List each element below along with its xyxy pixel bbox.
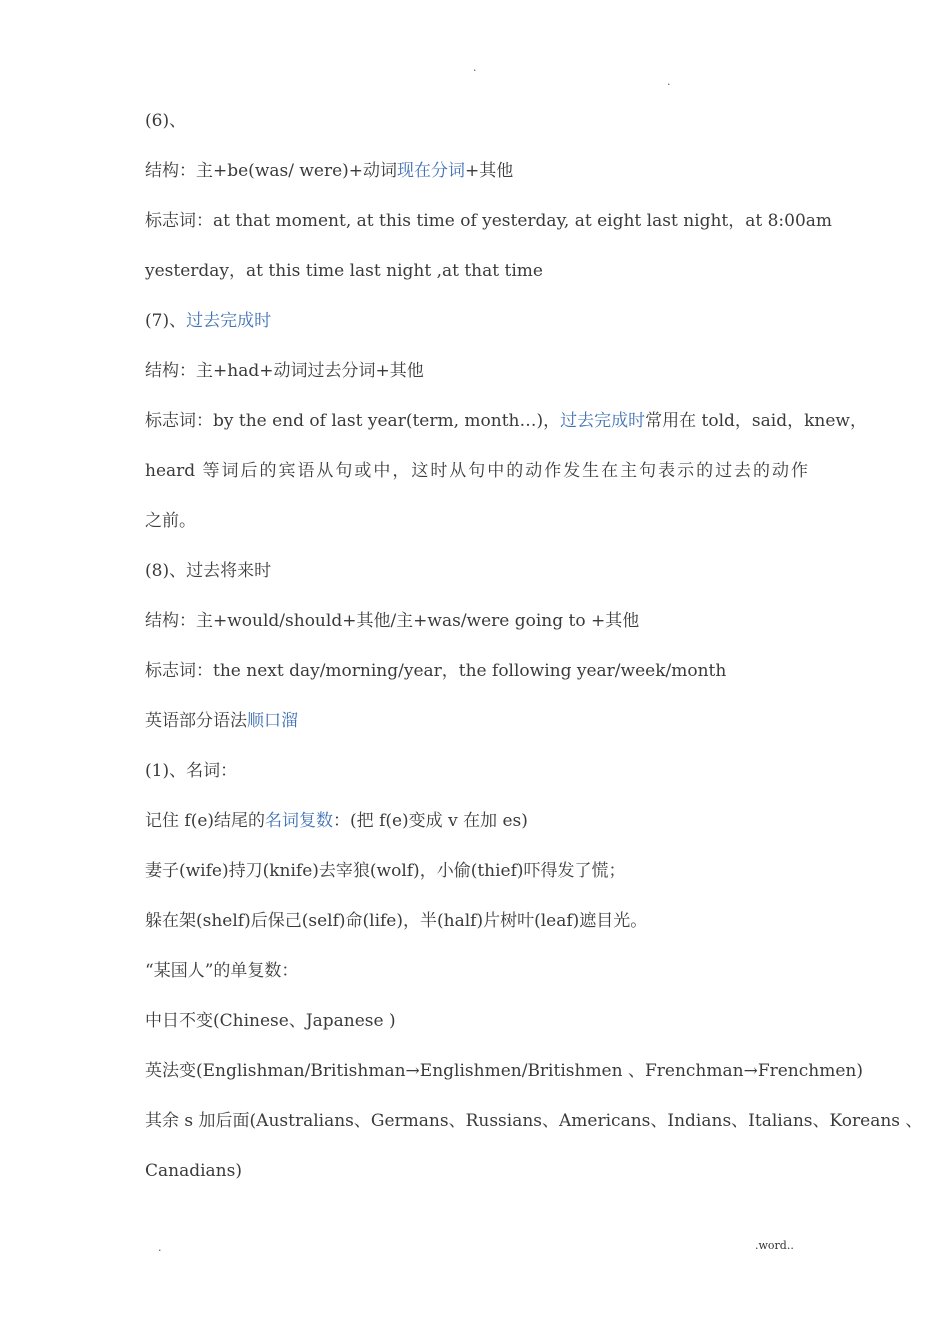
text-line bbox=[145, 610, 808, 632]
text-line bbox=[145, 560, 808, 582]
text-run: (6)、 bbox=[145, 111, 187, 131]
text-line bbox=[145, 110, 808, 132]
text-run: 其余 s 加后面(Australians、Germans、Russians、Americans、Indians、Italians、Koreans 、 bbox=[145, 1111, 923, 1131]
text-run: 妻子(wife)持刀(knife)去宰狼(wolf)，小偷(thief)吓得发了慌； bbox=[145, 861, 626, 881]
text-run: 标志词：by the end of last year(term, month…)， bbox=[145, 411, 561, 431]
text-run: 英法变(Englishman/Britishman→Englishmen/Britishmen 、Frenchman→Frenchmen) bbox=[145, 1061, 863, 1081]
text-line bbox=[145, 1060, 863, 1082]
text-line bbox=[145, 760, 808, 782]
text-run: 躲在架(shelf)后保己(self)命(life)，半(half)片树叶(leaf)遮目光。 bbox=[145, 911, 648, 931]
text-run: (1)、名词： bbox=[145, 761, 238, 781]
text-line bbox=[145, 910, 808, 932]
text-run: “某国人”的单复数： bbox=[145, 961, 299, 981]
text-run: (8)、过去将来时 bbox=[145, 561, 272, 581]
text-line bbox=[145, 460, 808, 482]
text-line bbox=[145, 710, 808, 732]
text-run: 结构：主+would/should+其他/主+was/were going to +其他 bbox=[145, 611, 640, 631]
text-line bbox=[145, 260, 808, 282]
text-line bbox=[145, 960, 808, 982]
text-run: 常用在 told，said，knew， bbox=[645, 411, 867, 431]
highlighted-term: 顺口溜 bbox=[247, 711, 298, 731]
text-line bbox=[145, 1110, 923, 1132]
text-run: yesterday，at this time last night ,at that time bbox=[145, 261, 543, 281]
text-run: 中日不变(Chinese、Japanese ) bbox=[145, 1011, 396, 1031]
text-line bbox=[145, 410, 867, 432]
text-run: 记住 f(e)结尾的 bbox=[145, 811, 266, 831]
text-run: Canadians) bbox=[145, 1161, 242, 1181]
text-line bbox=[145, 1160, 808, 1182]
footer-label: .word.. bbox=[755, 1239, 794, 1252]
text-run: +其他 bbox=[465, 161, 514, 181]
text-run: 结构：主+be(was/ were)+动词 bbox=[145, 161, 398, 181]
text-line bbox=[145, 660, 808, 682]
text-run: 标志词：at that moment, at this time of yesterday, at eight last night，at 8:00am bbox=[145, 211, 833, 231]
text-line bbox=[145, 310, 808, 332]
text-line bbox=[145, 160, 808, 182]
text-run: (7)、 bbox=[145, 311, 187, 331]
highlighted-term: 过去完成时 bbox=[186, 311, 272, 331]
text-run: 结构：主+had+动词过去分词+其他 bbox=[145, 361, 424, 381]
header-dot-right: . bbox=[667, 75, 671, 88]
text-run: 标志词：the next day/morning/year，the following year/week/month bbox=[145, 661, 727, 681]
text-run: heard 等词后的宾语从句或中，这时从句中的动作发生在主句表示的过去的动作 bbox=[145, 461, 808, 481]
text-run: 英语部分语法 bbox=[145, 711, 247, 731]
text-line bbox=[145, 860, 808, 882]
text-run: 之前。 bbox=[145, 511, 196, 531]
highlighted-term: 现在分词 bbox=[397, 161, 466, 181]
text-line bbox=[145, 510, 808, 532]
footer-dot-left: . bbox=[158, 1241, 162, 1254]
header-dot-center: . bbox=[473, 61, 477, 74]
text-line bbox=[145, 1010, 808, 1032]
text-line bbox=[145, 360, 808, 382]
text-run: ：(把 f(e)变成 v 在加 es) bbox=[333, 811, 528, 831]
text-line bbox=[145, 810, 808, 832]
highlighted-term: 名词复数 bbox=[265, 811, 334, 831]
text-line bbox=[145, 210, 833, 232]
highlighted-term: 过去完成时 bbox=[560, 411, 646, 431]
